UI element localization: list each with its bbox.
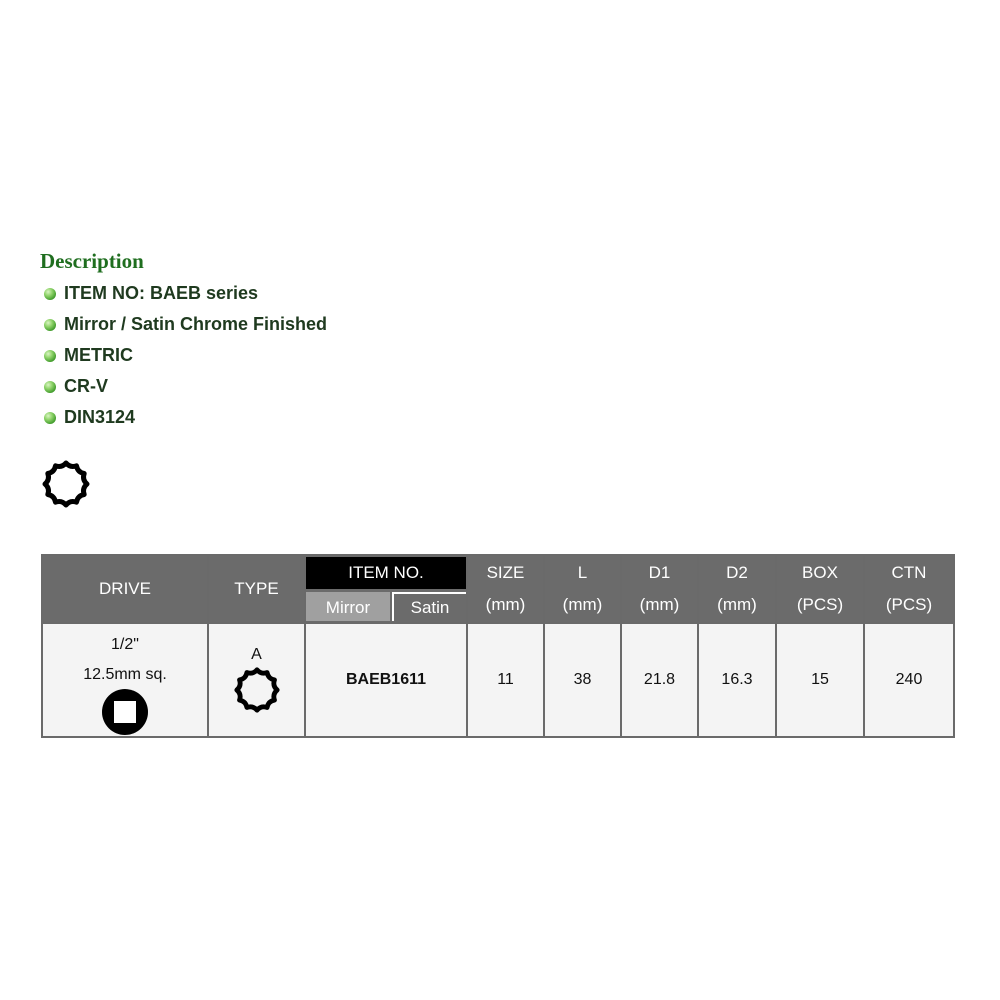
cell-type	[208, 623, 305, 737]
cell-d2: 16.3	[698, 623, 776, 737]
header-box	[776, 555, 864, 623]
feature-item	[40, 371, 327, 402]
feature-item	[40, 402, 327, 433]
header-l-unit: (mm)	[562, 595, 603, 614]
drive-square-size: 12.5mm sq.	[83, 666, 167, 683]
header-size-unit: (mm)	[485, 595, 526, 614]
square-drive-icon	[101, 688, 149, 736]
table-row	[42, 623, 954, 737]
drive-size: 1/2"	[111, 636, 139, 653]
header-type: TYPE	[208, 555, 305, 623]
feature-text: METRIC	[64, 345, 133, 365]
finish-subheaders	[306, 589, 466, 621]
header-box-label: BOX	[802, 563, 838, 582]
header-item-no-label: ITEM NO.	[306, 557, 466, 589]
cell-size: 11	[467, 623, 544, 737]
feature-text: CR-V	[64, 376, 108, 396]
header-satin: Satin	[392, 592, 466, 621]
cell-l: 38	[544, 623, 621, 737]
type-value: A	[251, 646, 262, 663]
header-item-no	[305, 555, 467, 623]
feature-list	[40, 278, 327, 433]
spec-table	[41, 554, 955, 738]
green-bullet-icon	[44, 319, 56, 331]
cell-ctn: 240	[864, 623, 954, 737]
description-section	[40, 247, 327, 433]
green-bullet-icon	[44, 412, 56, 424]
cell-d1: 21.8	[621, 623, 698, 737]
cell-item-no: BAEB1611	[305, 623, 467, 737]
header-d1	[621, 555, 698, 623]
feature-item	[40, 309, 327, 340]
header-d2-label: D2	[726, 563, 748, 582]
green-bullet-icon	[44, 288, 56, 300]
cell-box: 15	[776, 623, 864, 737]
header-l-label: L	[577, 563, 588, 582]
header-size-label: SIZE	[486, 563, 525, 582]
cell-drive	[42, 623, 208, 737]
header-l	[544, 555, 621, 623]
green-bullet-icon	[44, 350, 56, 362]
header-drive: DRIVE	[42, 555, 208, 623]
header-mirror: Mirror	[306, 592, 390, 621]
feature-text: DIN3124	[64, 407, 136, 427]
feature-text: Mirror / Satin Chrome Finished	[64, 314, 328, 334]
header-box-unit: (PCS)	[796, 595, 844, 614]
green-bullet-icon	[44, 381, 56, 393]
header-d1-label: D1	[648, 563, 671, 582]
header-d1-unit: (mm)	[639, 595, 680, 614]
feature-text: ITEM NO: BAEB series	[64, 283, 259, 303]
header-d2-unit: (mm)	[717, 595, 757, 614]
description-title: Description	[40, 249, 144, 273]
feature-item	[40, 278, 327, 309]
header-row	[42, 555, 954, 623]
header-ctn-label: CTN	[891, 563, 927, 582]
header-size	[467, 555, 544, 623]
twelve-point-socket-icon	[232, 665, 282, 715]
feature-item	[40, 340, 327, 371]
twelve-point-socket-icon	[40, 458, 92, 510]
header-ctn	[864, 555, 954, 623]
header-ctn-unit: (PCS)	[885, 595, 933, 614]
header-d2	[698, 555, 776, 623]
